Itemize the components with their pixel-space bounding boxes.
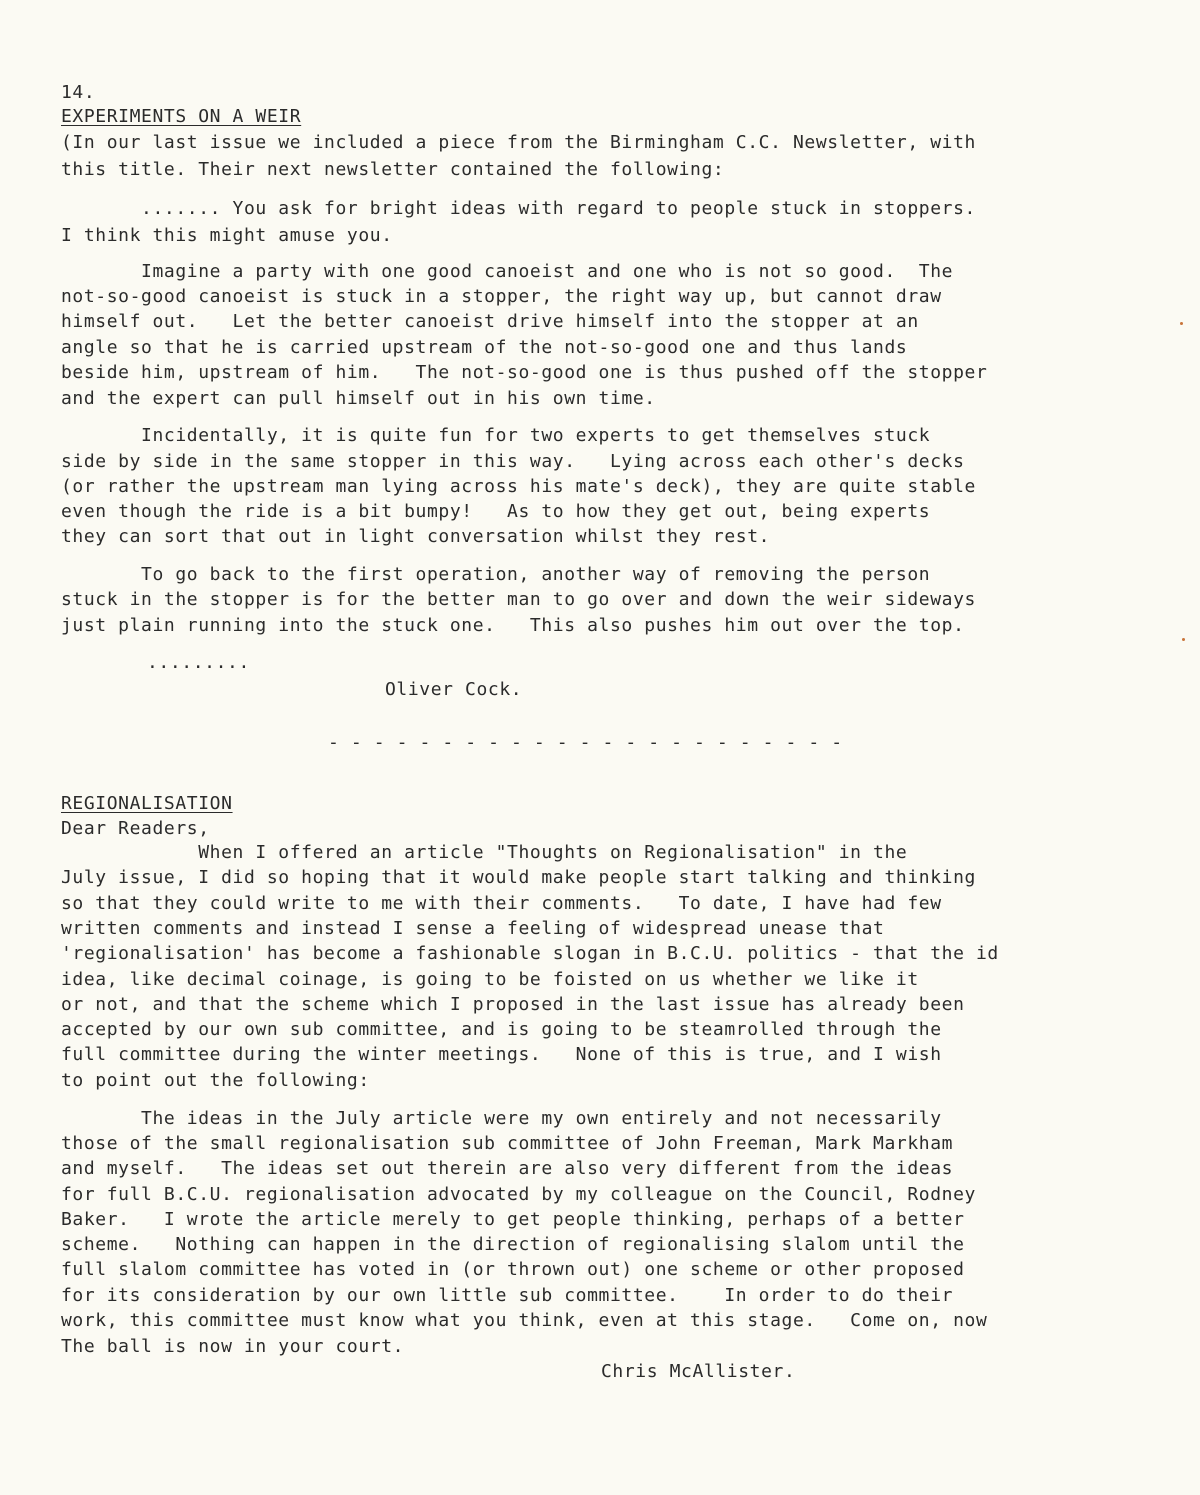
- text-line: just plain running into the stuck one. This also pushes him out over the top.: [61, 615, 965, 636]
- text-line: scheme. Nothing can happen in the direction of regionalising slalom until the: [61, 1234, 965, 1255]
- text-line: or not, and that the scheme which I proposed in the last issue has already been: [61, 994, 965, 1015]
- text-line: even though the ride is a bit bumpy! As to how they get out, being experts: [61, 501, 931, 522]
- article-heading: EXPERIMENTS ON A WEIR: [61, 106, 302, 127]
- text-line: To go back to the first operation, another way of removing the person: [61, 564, 931, 585]
- text-line: The ball is now in your court.: [61, 1336, 405, 1357]
- text-line: Baker. I wrote the article merely to get people thinking, perhaps of a better: [61, 1209, 965, 1230]
- article-heading: REGIONALISATION: [61, 793, 233, 814]
- text-line: not-so-good canoeist is stuck in a stopper, the right way up, but cannot draw: [61, 286, 942, 307]
- text-line: When I offered an article "Thoughts on Regionalisation" in the: [61, 842, 908, 863]
- text-line: written comments and instead I sense a feeling of widespread unease that: [61, 918, 885, 939]
- text-line: Incidentally, it is quite fun for two experts to get themselves stuck: [61, 425, 931, 446]
- text-line: so that they could write to me with their comments. To date, I have had few: [61, 893, 942, 914]
- text-line: to point out the following:: [61, 1070, 370, 1091]
- text-line: Imagine a party with one good canoeist and one who is not so good. The: [61, 261, 954, 282]
- paper-speck: [1182, 638, 1185, 641]
- text-line: The ideas in the July article were my own entirely and not necessarily: [61, 1108, 942, 1129]
- text-line: July issue, I did so hoping that it would make people start talking and thinking: [61, 867, 976, 888]
- section-separator: - - - - - - - - - - - - - - - - - - - - - - -: [328, 732, 843, 753]
- page-number: 14.: [61, 82, 96, 103]
- text-line: work, this committee must know what you think, even at this stage. Come on, now: [61, 1310, 988, 1331]
- signature: Chris McAllister.: [601, 1361, 796, 1382]
- ellipsis: .........: [147, 652, 250, 673]
- text-line: accepted by our own sub committee, and is going to be steamrolled through the: [61, 1019, 942, 1040]
- text-line: side by side in the same stopper in this way. Lying across each other's decks: [61, 451, 965, 472]
- text-line: full committee during the winter meetings. None of this is true, and I wish: [61, 1044, 942, 1065]
- text-line: beside him, upstream of him. The not-so-good one is thus pushed off the stopper: [61, 362, 988, 383]
- text-line: idea, like decimal coinage, is going to be foisted on us whether we like it: [61, 969, 919, 990]
- text-line: stuck in the stopper is for the better man to go over and down the weir sideways: [61, 589, 976, 610]
- text-line: for full B.C.U. regionalisation advocated by my colleague on the Council, Rodney: [61, 1184, 976, 1205]
- text-line: full slalom committee has voted in (or thrown out) one scheme or other proposed: [61, 1259, 965, 1280]
- text-line: those of the small regionalisation sub committee of John Freeman, Mark Markham: [61, 1133, 954, 1154]
- text-line: and myself. The ideas set out therein are also very different from the ideas: [61, 1158, 954, 1179]
- text-line: this title. Their next newsletter contained the following:: [61, 159, 725, 180]
- text-line: 'regionalisation' has become a fashionable slogan in B.C.U. politics - that the id: [61, 943, 999, 964]
- text-line: himself out. Let the better canoeist drive himself into the stopper at an: [61, 311, 919, 332]
- text-line: (or rather the upstream man lying across his mate's deck), they are quite stable: [61, 476, 976, 497]
- paper-speck: [1180, 322, 1183, 325]
- text-line: angle so that he is carried upstream of the not-so-good one and thus lands: [61, 337, 908, 358]
- text-line: (In our last issue we included a piece from the Birmingham C.C. Newsletter, with: [61, 132, 976, 153]
- text-line: I think this might amuse you.: [61, 225, 393, 246]
- text-line: for its consideration by our own little sub committee. In order to do their: [61, 1285, 954, 1306]
- text-line: and the expert can pull himself out in his own time.: [61, 388, 656, 409]
- text-line: they can sort that out in light conversation whilst they rest.: [61, 526, 771, 547]
- text-line: ....... You ask for bright ideas with regard to people stuck in stoppers.: [61, 198, 976, 219]
- signature: Oliver Cock.: [385, 679, 523, 700]
- salutation: Dear Readers,: [61, 818, 210, 839]
